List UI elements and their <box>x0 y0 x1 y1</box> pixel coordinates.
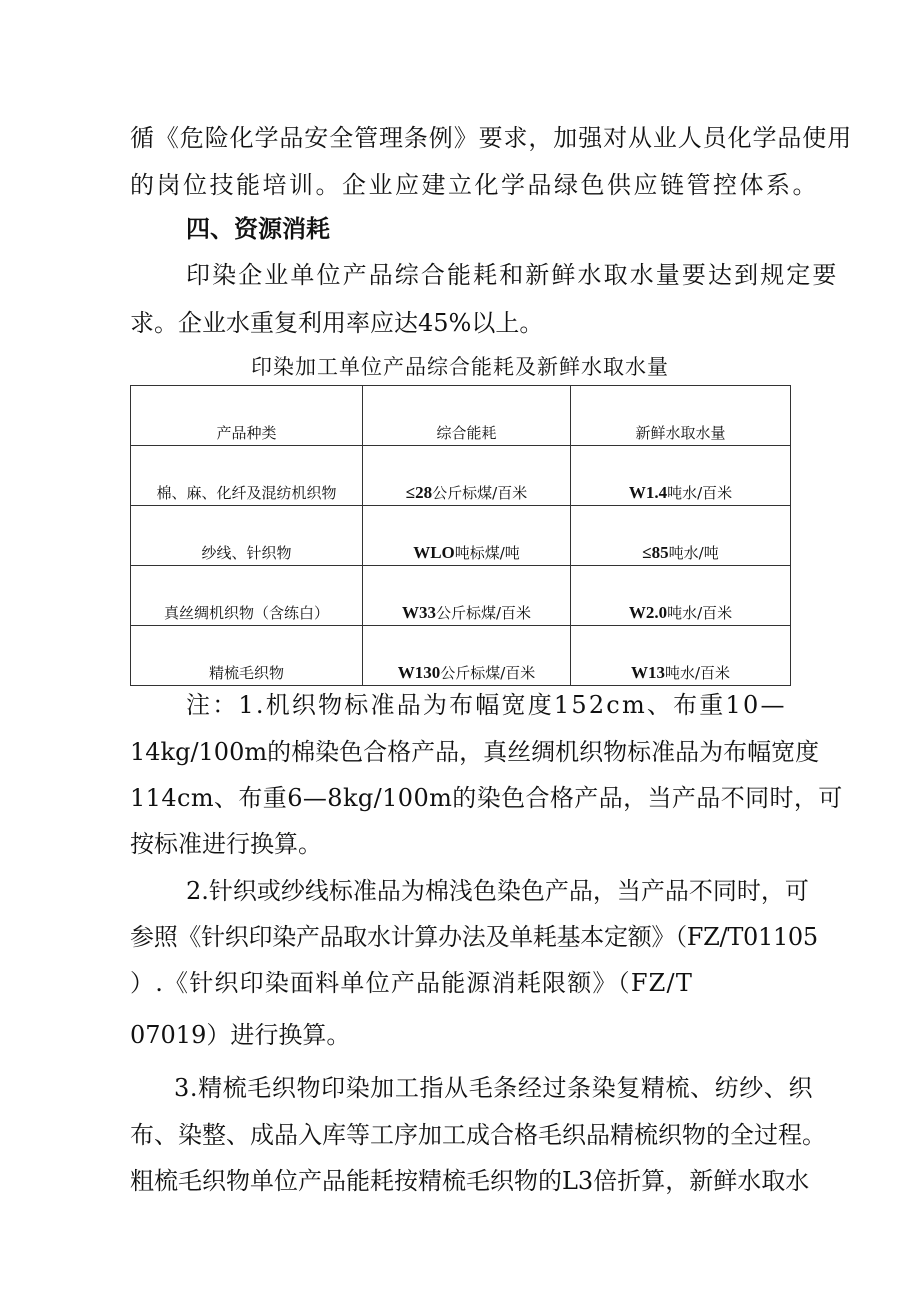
water-cell <box>571 506 791 566</box>
water-cell <box>571 566 791 626</box>
product-cell: 纱线、针织物 <box>131 506 363 566</box>
note2-line-4: 07019）进行换算。 <box>130 1021 351 1049</box>
water-cell <box>571 446 791 506</box>
header-energy: 综合能耗 <box>363 386 571 446</box>
water-value: W2.0 <box>628 603 668 622</box>
body-line-2: 的岗位技能培训。企业应建立化学品绿色供应链管控体系。 <box>130 171 819 199</box>
header-water: 新鲜水取水量 <box>571 386 791 446</box>
note2-line-1: 2.针织或纱线标准品为棉浅色染色产品，当产品不同时，可 <box>186 877 809 905</box>
intro-line-1: 印染企业单位产品综合能耗和新鲜水取水量要达到规定要 <box>186 261 839 289</box>
body-line-1: 循《危险化学品安全管理条例》要求，加强对从业人员化学品使用 <box>130 124 853 152</box>
water-unit: 吨水/百米 <box>664 664 731 682</box>
energy-value: W130 <box>397 663 441 682</box>
energy-value: WLO <box>413 543 455 562</box>
table-row <box>131 506 791 566</box>
note1-line-4: 按标准进行换算。 <box>130 830 322 858</box>
table-row <box>131 446 791 506</box>
note1-line-3: 114cm、布重6—8kg/100m的染色合格产品，当产品不同时，可 <box>130 784 843 812</box>
note1-line-1: 注：1.机织物标准品为布幅宽度152cm、布重10— <box>186 691 787 719</box>
note2-line-3: ）.《针织印染面料单位产品能源消耗限额》（FZ/T <box>130 969 694 997</box>
water-cell <box>571 626 791 686</box>
note2-line-2: 参照《针织印染产品取水计算办法及单耗基本定额》（FZ/T01105 <box>130 923 818 951</box>
product-cell: 真丝绸机织物（含练白） <box>131 566 363 626</box>
table-header-row <box>131 386 791 446</box>
energy-unit: 吨标煤/吨 <box>454 544 520 562</box>
table-caption: 印染加工单位产品综合能耗及新鲜水取水量 <box>251 355 669 379</box>
energy-water-table <box>130 385 791 686</box>
water-value: W1.4 <box>628 483 668 502</box>
energy-cell <box>363 446 571 506</box>
energy-cell <box>363 506 571 566</box>
table-row <box>131 566 791 626</box>
section-heading: 四、资源消耗 <box>186 214 330 243</box>
energy-value: W33 <box>401 603 436 622</box>
note3-line-2: 布、染整、成品入库等工序加工成合格毛织品精梳织物的全过程。 <box>130 1121 826 1149</box>
product-cell: 棉、麻、化纤及混纺机织物 <box>131 446 363 506</box>
energy-value: ≤28 <box>405 483 433 502</box>
water-unit: 吨水/吨 <box>668 544 719 562</box>
note3-line-1: 3.精梳毛织物印染加工指从毛条经过条染复精梳、纺纱、织 <box>174 1074 814 1102</box>
intro-line-2: 求。企业水重复利用率应达45%以上。 <box>130 309 544 337</box>
product-cell: 精梳毛织物 <box>131 626 363 686</box>
note3-line-3: 粗梳毛织物单位产品能耗按精梳毛织物的L3倍折算，新鲜水取水 <box>130 1167 810 1195</box>
header-product: 产品种类 <box>131 386 363 446</box>
energy-unit: 公斤标煤/百米 <box>435 604 532 622</box>
water-value: ≤85 <box>642 543 669 562</box>
energy-unit: 公斤标煤/百米 <box>432 484 528 502</box>
energy-cell <box>363 626 571 686</box>
energy-cell <box>363 566 571 626</box>
water-value: W13 <box>630 663 665 682</box>
water-unit: 吨水/百米 <box>667 604 733 622</box>
table-row <box>131 626 791 686</box>
energy-unit: 公斤标煤/百米 <box>440 664 536 682</box>
water-unit: 吨水/百米 <box>667 484 733 502</box>
note1-line-2: 14kg/100m的棉染色合格产品，真丝绸机织物标准品为布幅宽度 <box>130 738 820 766</box>
